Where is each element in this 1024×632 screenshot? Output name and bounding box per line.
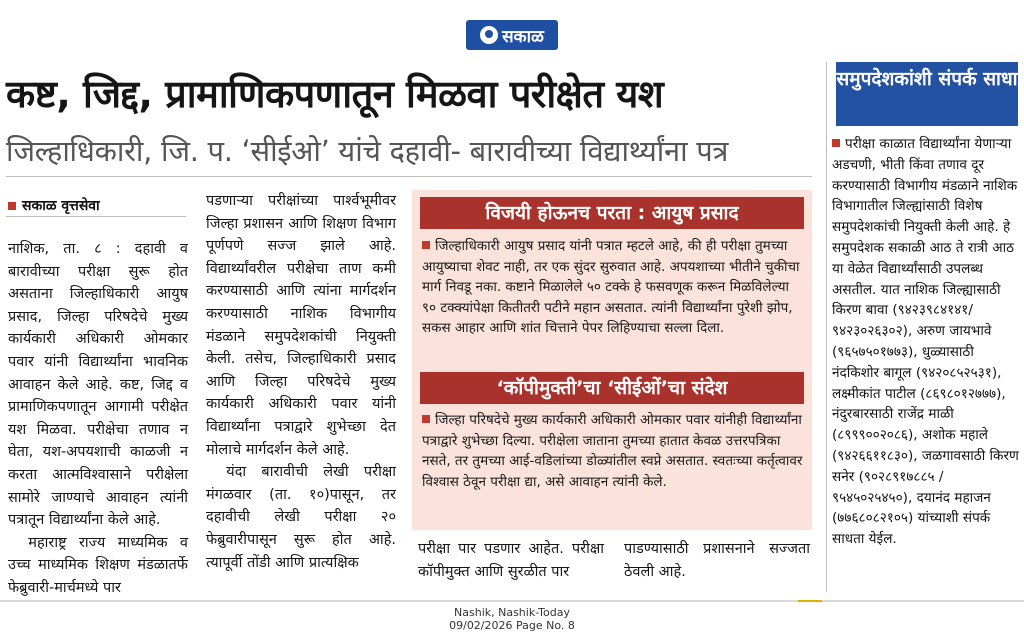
bottom-right-text xyxy=(624,538,810,583)
footer-accent xyxy=(798,600,822,602)
byline-text: सकाळ वृत्तसेवा xyxy=(22,198,100,214)
footer-edition: Nashik, Nashik-Today xyxy=(454,606,570,619)
divider xyxy=(6,176,812,177)
subheadline: जिल्हाधिकारी, जि. प. ‘सीईओ’ यांचे दहावी- बारावीच्या विद्यार्थ्यांना पत्र xyxy=(6,134,729,168)
bullet-icon xyxy=(422,241,430,249)
divider xyxy=(826,62,827,592)
box1-title: विजयी होऊनच परता : आयुष प्रसाद xyxy=(420,197,804,229)
box2-body: जिल्हा परिषदेचे मुख्य कार्यकारी अधिकारी ओमकार पवार यांनीही विद्यार्थ्यांना पत्राद्वारे शुभेच्छा दिल्या. परीक्षेला जाताना तुमच्या हातात केवळ उत्तरपत्रिका नसते, तर तुमच्या आई-वडिलांच्या डोळ्यांतील स्वप्ने असतात. स्वतःच्या कर्तृत्वावर विश्वास ठेवून परीक्षा द्या, असे आवाहन त्यांनी केले. xyxy=(422,412,803,490)
paragraph: महाराष्ट्र राज्य माध्यमिक व उच्च माध्यमिक शिक्षण मंडळातर्फे फेब्रुवारी-मार्चमध्ये पार xyxy=(8,534,188,596)
article-column-1 xyxy=(8,238,188,600)
bullet-icon xyxy=(422,415,430,423)
footer-rule xyxy=(0,600,1024,602)
box2-title: ‘कॉपीमुक्ती’चा ‘सीईओं’चा संदेश xyxy=(420,372,804,404)
paragraph: यंदा बारावीची लेखी परीक्षा मंगळवार (ता. १०)पासून, तर दहावीची लेखी परीक्षा २० फेब्रुवारीपासून सुरू होत आहे. त्यापूर्वी तोंडी आणि प्रात्यक्षिक xyxy=(206,464,396,571)
page-footer xyxy=(0,606,1024,632)
logo-text: सकाळ xyxy=(502,26,544,47)
byline xyxy=(8,196,100,215)
paragraph: नाशिक, ता. ८ : दहावी व बारावीच्या परीक्षा सुरू होत असताना जिल्हाधिकारी आयुष प्रसाद, जिल्हा परिषदेचे मुख्य कार्यकारी अधिकारी ओमकार पवार यांनी विद्यार्थ्यांना भावनिक आवाहन केले आहे. कष्ट, जिद्द व प्रामाणिकपणातून आगामी परीक्षेत यश मिळवा. परीक्षेचा तणाव न घेता, यश-अपयशाची काळजी न करता आत्मविश्वासाने परीक्षेला सामोरे जाण्याचे आवाहन त्यांनी पत्रातून विद्यार्थ्यांना केले आहे. xyxy=(8,241,188,529)
newspaper-logo xyxy=(466,20,558,50)
box1-text xyxy=(422,236,804,339)
divider xyxy=(6,216,186,217)
paragraph: पाडण्यासाठी प्रशासनाने सज्जता ठेवली आहे. xyxy=(624,541,810,580)
sidebar-text xyxy=(832,134,1020,550)
box2-text xyxy=(422,410,804,492)
sidebar-body: परीक्षा काळात विद्यार्थ्यांना येणाऱ्या अडचणी, भीती किंवा तणाव दूर करण्यासाठी विभागीय मंडळाने नाशिक विभागातील जिल्ह्यांसाठी विशेष समुपदेशकांची नियुक्ती केली आहे. हे समुपदेशक सकाळी आठ ते रात्री आठ या वेळेत विद्यार्थ्यांसाठी उपलब्ध असतील. यात नाशिक जिल्ह्यासाठी किरण बावा (९४२३९८४१४१/ ९४२३०२६३०२), अरुण जायभावे (९६५७५०१७७३), धुळ्यासाठी नंदकिशोर बागूल (९४२०८५२५३१), लक्ष्मीकांत पाटील (८६९८०१२७७७), नंदुरबारसाठी राजेंद्र माळी (८९९९००२०८६), अशोक महाले (९४२६६११८३०), जळगावसाठी किरण सनेर (९०२८९१७८८५ / ९५४५०२५४५०), दयानंद महाजन (७७६८०८२१०५) यांच्याशी संपर्क साधता येईल. xyxy=(832,136,1019,548)
headline: कष्ट, जिद्द, प्रामाणिकपणातून मिळवा परीक्षेत यश xyxy=(6,72,664,116)
bullet-icon xyxy=(832,139,840,147)
box1-body: जिल्हाधिकारी आयुष प्रसाद यांनी पत्रात म्हटले आहे, की ही परीक्षा तुमच्या आयुष्याचा शेवट नाही, तर एक सुंदर सुरुवात आहे. अपयशाच्या भीतीने चुकीचा मार्ग निवडू नका. कष्टाने मिळालेले ५० टक्के हे फसवणूक करून मिळविलेल्या ९० टक्क्यांपेक्षा कितीतरी पटीने महान असतात. त्यांनी विद्यार्थ्यांना पुरेशी झोप, सकस आहार आणि शांत चित्ताने पेपर लिहिण्याचा सल्ला दिला. xyxy=(422,238,800,336)
article-column-2 xyxy=(206,190,396,574)
paragraph: परीक्षा पार पडणार आहेत. परीक्षा कॉपीमुक्त आणि सुरळीत पार xyxy=(418,541,604,580)
paragraph: पडणाऱ्या परीक्षांच्या पार्श्वभूमीवर जिल्हा प्रशासन आणि शिक्षण विभाग पूर्णपणे सज्ज झाले आहे. विद्यार्थ्यांवरील परीक्षेचा ताण कमी करण्यासाठी आणि त्यांना मार्गदर्शन करण्यासाठी नाशिक विभागीय मंडळाने समुपदेशकांची नियुक्ती केली. तसेच, जिल्हाधिकारी प्रसाद आणि जिल्हा परिषदेचे मुख्य कार्यकारी अधिकारी पवार यांनी विद्यार्थ्यांना पत्राद्वारे शुभेच्छा देत मोलाचे मार्गदर्शन केले आहे. xyxy=(206,193,396,458)
footer-date-page: 09/02/2026 Page No. 8 xyxy=(449,619,575,632)
bottom-left-text xyxy=(418,538,604,583)
bullet-icon xyxy=(8,202,16,210)
sidebar-title: समुपदेशकांशी संपर्क साधा xyxy=(836,62,1018,126)
sun-logo-icon xyxy=(480,26,498,44)
